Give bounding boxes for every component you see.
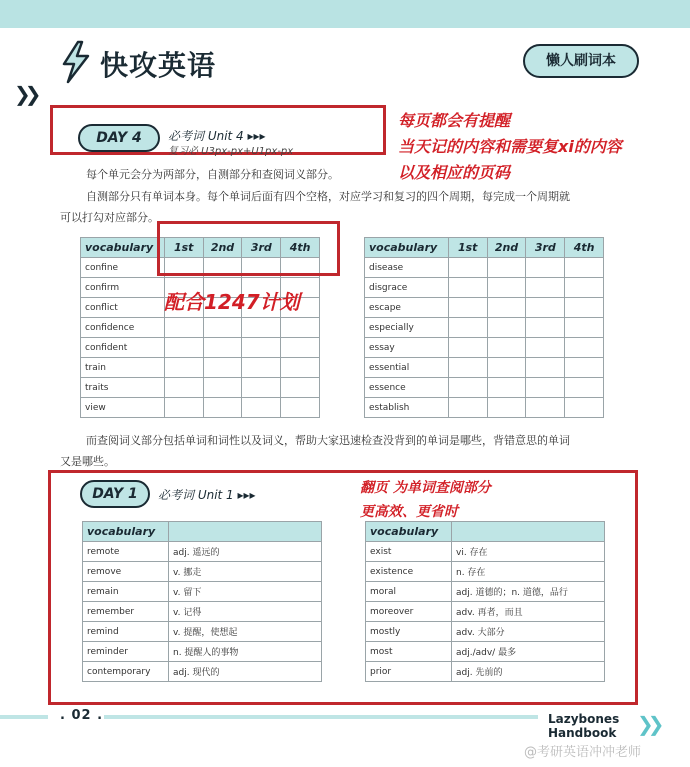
checkbox-cell[interactable] [281,358,320,378]
brand-line: Lazybones [548,712,620,726]
column-header-meaning [169,522,322,542]
checkbox-cell[interactable] [448,338,487,358]
meaning-cell: vi. 存在 [452,542,605,562]
footer-line-left [0,715,48,719]
column-header-vocabulary: vocabulary [81,238,165,258]
checkbox-cell[interactable] [281,378,320,398]
checkbox-cell[interactable] [487,278,526,298]
column-header-cycle: 3rd [242,238,281,258]
checkbox-cell[interactable] [526,338,565,358]
table-row [366,622,605,642]
word-cell: existence [366,562,452,582]
table-row [83,662,322,682]
meaning-cell: adj. 遥远的 [169,542,322,562]
meaning-cell: v. 记得 [169,602,322,622]
column-header-cycle: 1st [164,238,203,258]
column-header-cycle: 3rd [526,238,565,258]
checkbox-cell[interactable] [526,258,565,278]
checkbox-cell[interactable] [448,318,487,338]
brand-line: Handbook [548,726,617,740]
word-cell: essential [365,358,449,378]
review-note: 复习必 U3px-px+U1px-px [168,146,294,157]
checkbox-cell[interactable] [448,358,487,378]
table-row [365,258,604,278]
word-cell: confine [81,258,165,278]
annotation-lookup [360,476,491,524]
word-cell: moral [366,582,452,602]
word-cell: confidence [81,318,165,338]
meaning-cell: v. 挪走 [169,562,322,582]
checkbox-cell[interactable] [281,338,320,358]
column-header-cycle: 4th [565,238,604,258]
unit-title: 必考词 Unit 4 ▸▸▸ [168,129,266,143]
table-row [365,378,604,398]
column-header-vocabulary: vocabulary [365,238,449,258]
word-cell: train [81,358,165,378]
checkbox-cell[interactable] [565,298,604,318]
word-cell: remove [83,562,169,582]
day-tag: DAY 4 [78,124,160,152]
word-cell: remember [83,602,169,622]
word-cell: view [81,398,165,418]
word-cell: confirm [81,278,165,298]
column-header-cycle: 2nd [203,238,242,258]
checkbox-cell[interactable] [448,298,487,318]
checkbox-cell[interactable] [203,338,242,358]
word-cell: confident [81,338,165,358]
checkbox-cell[interactable] [242,378,281,398]
checkbox-cell[interactable] [164,378,203,398]
checkbox-cell[interactable] [203,318,242,338]
word-cell: essay [365,338,449,358]
checkbox-cell[interactable] [164,358,203,378]
checkbox-cell[interactable] [487,338,526,358]
word-cell: reminder [83,642,169,662]
intro-paragraph-1: 每个单元会分为两部分，自测部分和查阅词义部分。 [86,168,339,181]
meaning-cell: adj. 现代的 [169,662,322,682]
word-cell: exist [366,542,452,562]
word-cell: contemporary [83,662,169,682]
table-row [83,602,322,622]
checkbox-cell[interactable] [487,378,526,398]
intro-paragraph-2 [60,186,660,228]
checkbox-cell[interactable] [203,358,242,378]
brand-name [548,712,619,740]
word-cell: traits [81,378,165,398]
watermark: @考研英语冲冲老师 [524,745,642,760]
table-row [366,562,605,582]
meaning-cell: adj. 先前的 [452,662,605,682]
column-header-vocabulary: vocabulary [83,522,169,542]
checkbox-cell[interactable] [565,278,604,298]
checkbox-cell[interactable] [526,298,565,318]
column-header-cycle: 4th [281,238,320,258]
annotation-line: 以及相应的页码 [398,163,511,182]
cycle-highlight-box [157,221,340,276]
table-row [83,582,322,602]
checkbox-cell[interactable] [565,318,604,338]
meaning-cell: v. 留下 [169,582,322,602]
checkbox-cell[interactable] [448,398,487,418]
lookup-table-right [365,521,605,682]
word-cell: mostly [366,622,452,642]
checkbox-cell[interactable] [448,378,487,398]
annotation-line: 当天记的内容和需要复xi的内容 [398,137,622,156]
lightning-bolt-icon [56,40,96,84]
checkbox-cell[interactable] [242,338,281,358]
checkbox-cell[interactable] [281,398,320,418]
checkbox-cell[interactable] [487,318,526,338]
checkbox-cell[interactable] [565,378,604,398]
annotation-1247-plan: 配合1247计划 [164,290,300,314]
table-row [81,338,320,358]
checkbox-cell[interactable] [565,258,604,278]
lookup-line: 又是哪些。 [60,455,115,468]
checkbox-cell[interactable] [164,398,203,418]
checkbox-cell[interactable] [164,338,203,358]
table-row [365,318,604,338]
table-row [81,398,320,418]
checkbox-cell[interactable] [526,318,565,338]
table-row [365,338,604,358]
word-cell: remote [83,542,169,562]
table-row [365,278,604,298]
unit-title: 必考词 Unit 1 ▸▸▸ [158,488,256,502]
footer-line-right [104,715,538,719]
table-row [83,622,322,642]
double-chevron-right-icon: ❯❯ [637,712,659,736]
lookup-table-left [82,521,322,682]
checkbox-cell[interactable] [526,278,565,298]
header-row [83,522,322,542]
selftest-table-right [364,237,604,418]
checkbox-cell[interactable] [487,358,526,378]
table-row [83,542,322,562]
app-title: 快攻英语 [100,49,217,82]
meaning-cell: n. 存在 [452,562,605,582]
word-cell: conflict [81,298,165,318]
word-cell: establish [365,398,449,418]
checkbox-cell[interactable] [526,358,565,378]
checkbox-cell[interactable] [242,358,281,378]
checkbox-cell[interactable] [565,398,604,418]
annotation-line: 更高效、更省时 [360,504,458,520]
word-cell: remain [83,582,169,602]
meaning-cell: adj./adv/ 最多 [452,642,605,662]
checkbox-cell[interactable] [242,318,281,338]
lazy-wordbook-badge: 懒人刷词本 [523,44,639,78]
checkbox-cell[interactable] [448,278,487,298]
checkbox-cell[interactable] [164,318,203,338]
checkbox-cell[interactable] [242,398,281,418]
word-cell: prior [366,662,452,682]
table-row [366,602,605,622]
meaning-cell: adj. 道德的；n. 道德，品行 [452,582,605,602]
annotation-line: 翻页 为单词查阅部分 [360,480,491,496]
meaning-cell: adv. 大部分 [452,622,605,642]
word-cell: essence [365,378,449,398]
table-row [366,662,605,682]
column-header-cycle: 1st [448,238,487,258]
checkbox-cell[interactable] [203,398,242,418]
checkbox-cell[interactable] [565,358,604,378]
header-row [365,238,604,258]
meaning-cell: adv. 再者，而且 [452,602,605,622]
word-cell: remind [83,622,169,642]
checkbox-cell[interactable] [281,318,320,338]
checkbox-cell[interactable] [448,258,487,278]
header-row [366,522,605,542]
column-header-meaning [452,522,605,542]
annotation-reminder [398,108,622,186]
table-row [365,398,604,418]
word-cell: especially [365,318,449,338]
checkbox-cell[interactable] [487,298,526,318]
table-row [366,582,605,602]
page-number: . 02 . [60,708,104,723]
word-cell: disgrace [365,278,449,298]
checkbox-cell[interactable] [487,398,526,418]
column-header-cycle: 2nd [487,238,526,258]
checkbox-cell[interactable] [565,338,604,358]
word-cell: disease [365,258,449,278]
word-cell: escape [365,298,449,318]
word-cell: most [366,642,452,662]
double-chevron-right-icon: ❯❯ [14,82,36,106]
intro-line: 自测部分只有单词本身。每个单词后面有四个空格，对应学习和复习的四个周期，每完成一个周期就 [86,190,570,203]
lookup-intro [60,430,660,472]
meaning-cell: v. 提醒，使想起 [169,622,322,642]
table-row [366,642,605,662]
intro-line: 可以打勾对应部分。 [60,211,159,224]
table-row [81,318,320,338]
checkbox-cell[interactable] [526,398,565,418]
checkbox-cell[interactable] [203,378,242,398]
checkbox-cell[interactable] [526,378,565,398]
table-row [83,562,322,582]
table-row [366,542,605,562]
lookup-line: 而查阅词义部分包括单词和词性以及词义，帮助大家迅速检查没背到的单词是哪些，背错意思的单词 [86,434,570,447]
table-row [365,358,604,378]
day-tag: DAY 1 [80,480,150,508]
meaning-cell: n. 提醒人的事物 [169,642,322,662]
table-row [83,642,322,662]
word-cell: moreover [366,602,452,622]
annotation-line: 每页都会有提醒 [398,111,511,130]
table-row [365,298,604,318]
column-header-vocabulary: vocabulary [366,522,452,542]
table-row [81,358,320,378]
table-row [81,378,320,398]
checkbox-cell[interactable] [487,258,526,278]
top-color-bar [0,0,690,28]
